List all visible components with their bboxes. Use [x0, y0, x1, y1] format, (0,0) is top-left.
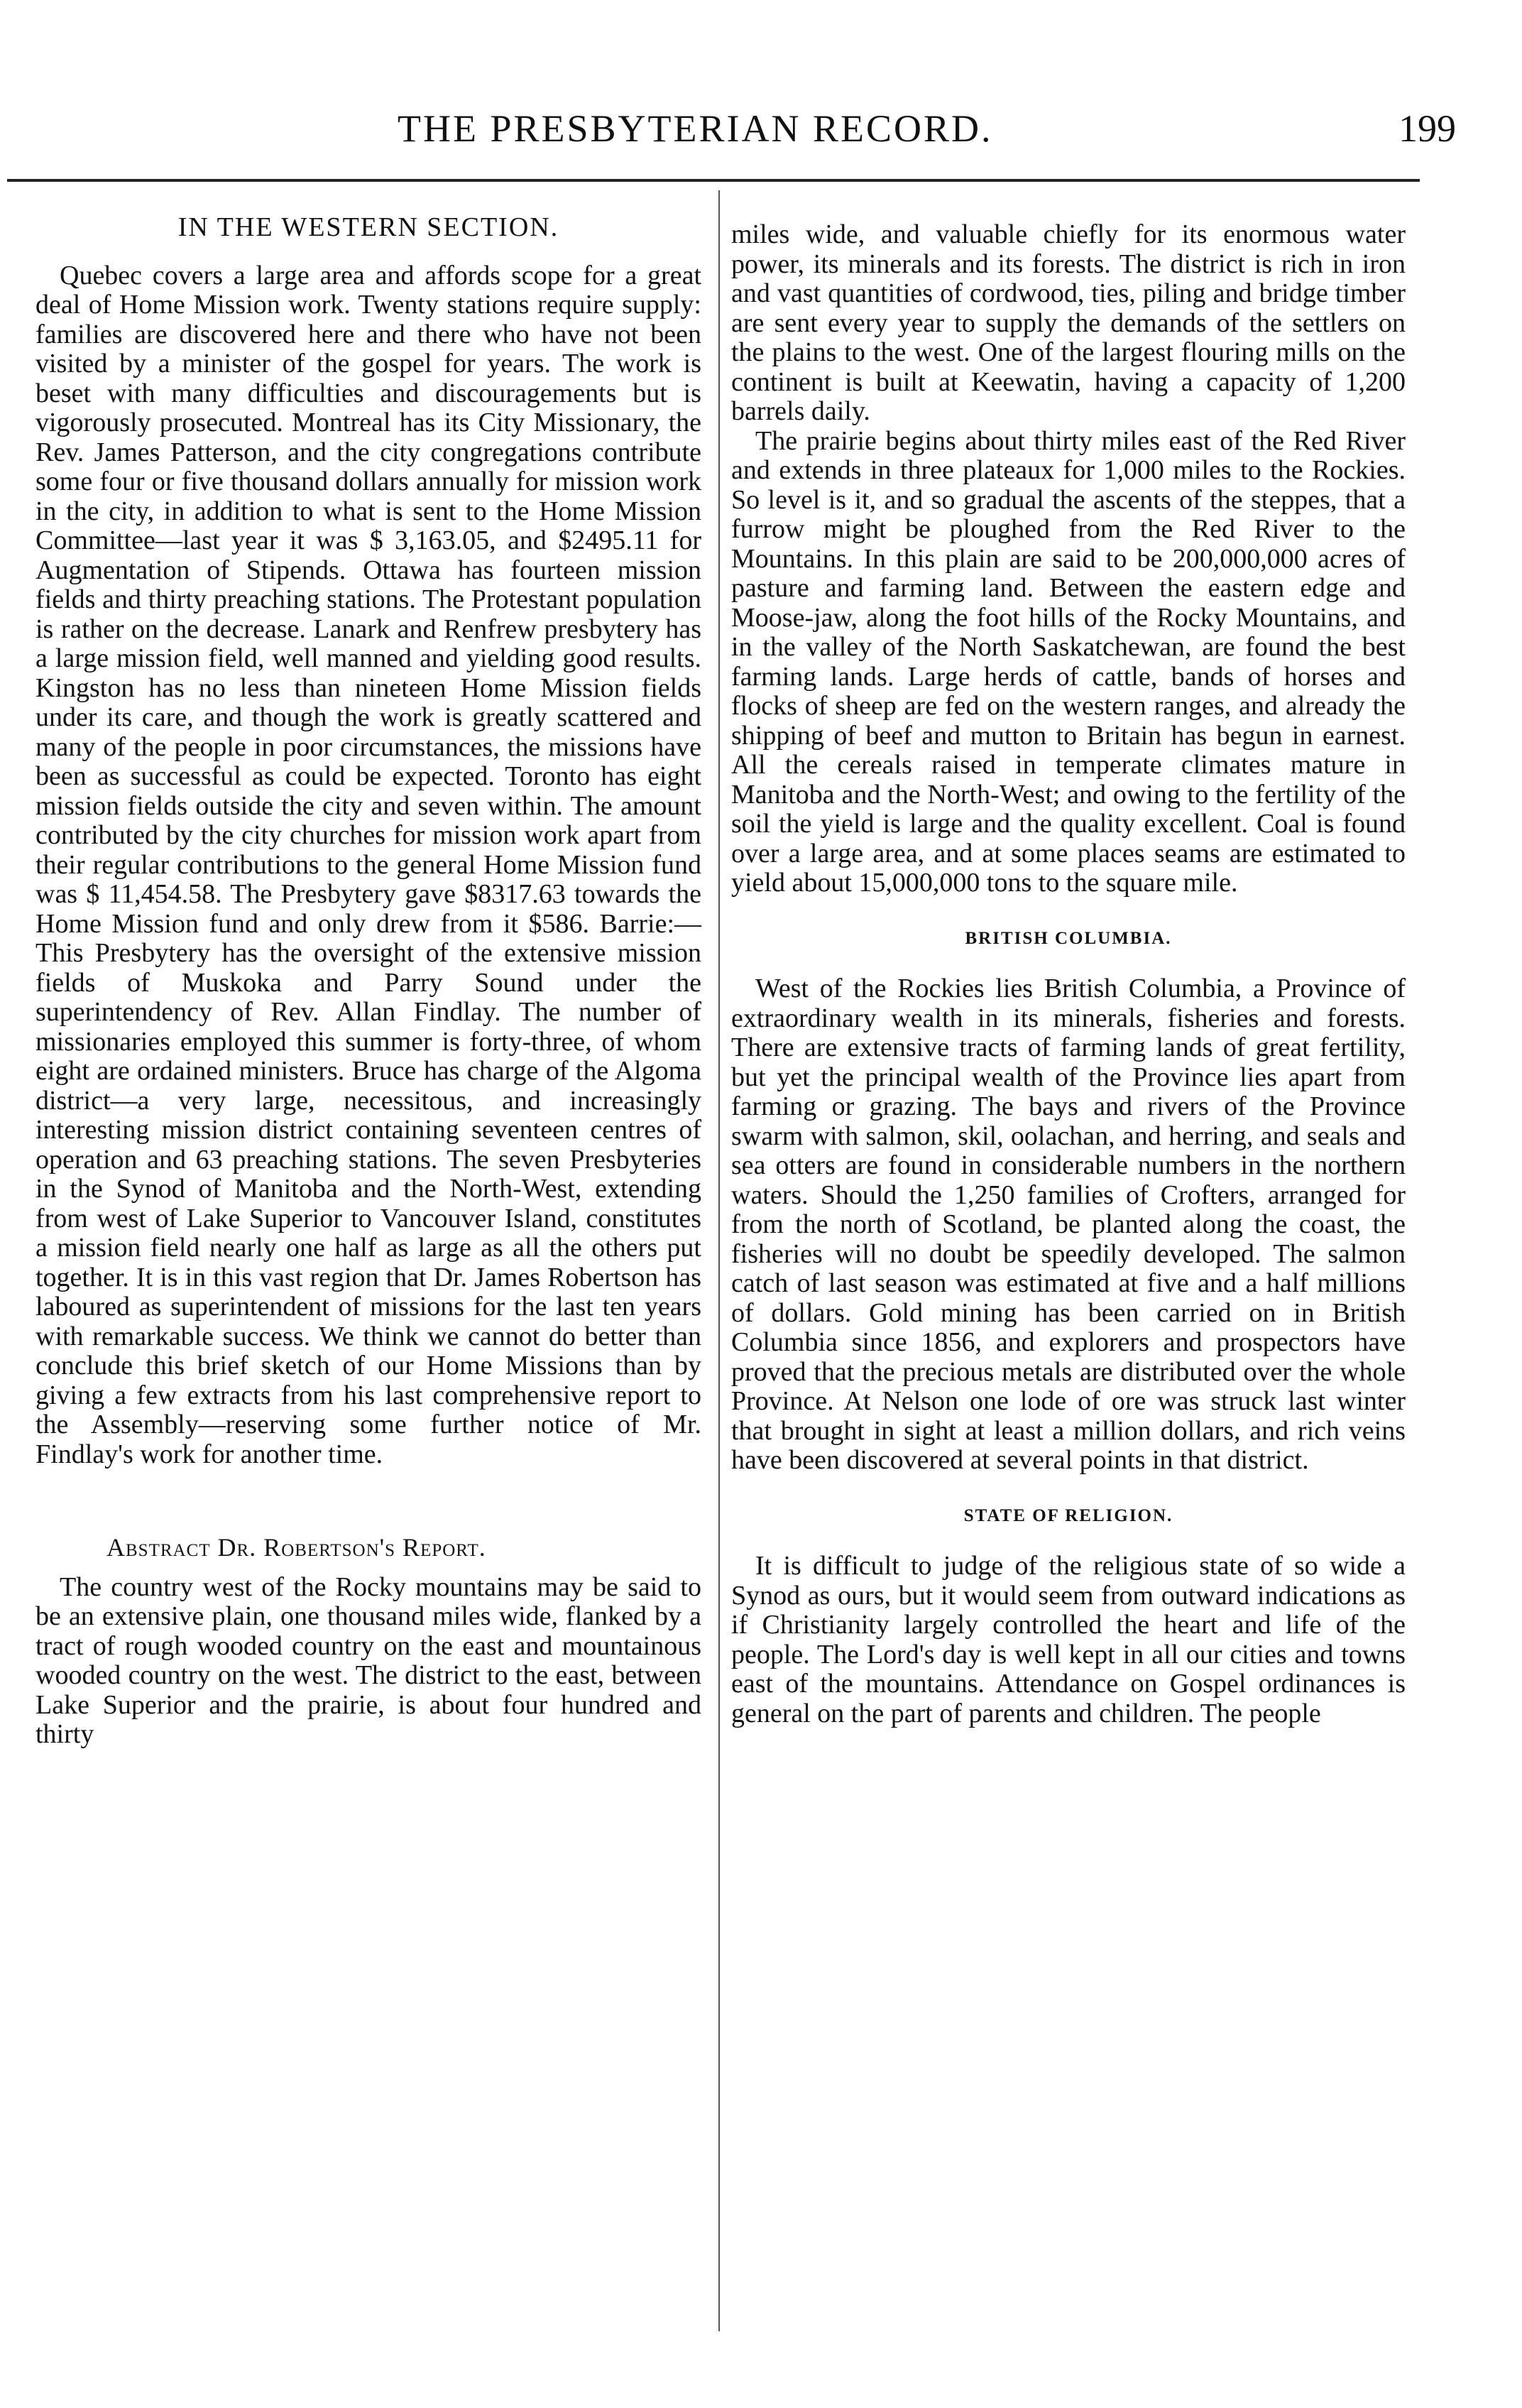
page-title: THE PRESBYTERIAN RECORD.: [398, 107, 993, 150]
section-heading-western: IN THE WESTERN SECTION.: [177, 212, 559, 242]
header-rule: [7, 179, 1420, 182]
paragraph-british-columbia: West of the Rockies lies British Columbia, a Province of extraordinary wealth in its minerals, fisheries and forests. There are extensive tracts of farming lands of great fertility, but yet the principal wealth of the Province lies apart from farming or grazing. The bays and rivers of the Province swarm with salmon, skil, oolachan, and herring, and seals and sea otters are found in considerable numbers in the northern waters. Should the 1,250 families of Crofters, arranged for from the north of Scotland, be planted along the coast, the fisheries will no doubt be speedily developed. The salmon catch of last season was estimated at five and a half millions of dollars. Gold mining has been carried on in British Columbia since 1856, and explorers and prospectors have proved that the precious metals are distributed over the whole Province. At Nelson one lode of ore was struck last winter that brought in sight at least a million dollars, and rich veins have been discovered at several points in that district.: [731, 974, 1406, 1475]
paragraph-continued: miles wide, and valuable chiefly for its enormous water power, its minerals and its forests. The district is rich in iron and vast quantities of cordwood, ties, piling and bridge timber are sent every year to supply the demands of the settlers on the plains to the west. One of the largest flouring mills on the continent is built at Keewatin, having a capacity of 1,200 barrels daily.: [731, 219, 1406, 426]
left-column: [35, 213, 701, 1750]
heading-british-columbia: BRITISH COLUMBIA.: [965, 928, 1172, 948]
paragraph-abstract: The country west of the Rocky mountains may be said to be an extensive plain, one thousand miles wide, flanked by a tract of rough wooded country on the east and mountainous wooded country on the west. The district to the east, between Lake Superior and the prairie, is about four hundred and thirty: [35, 1571, 701, 1749]
paragraph-state-of-religion: It is difficult to judge of the religious state of so wide a Synod as ours, but it would seem from outward indications as if Christianity largely controlled the heart and life of the people. The Lord's day is well kept in all our cities and towns east of the mountains. Attendance on Gospel ordinances is general on the part of parents and children. The people: [731, 1551, 1406, 1728]
heading-state-of-religion: STATE OF RELIGION.: [963, 1505, 1173, 1525]
paragraph-prairie: The prairie begins about thirty miles east of the Red River and extends in three plateaux for 1,000 miles to the Rockies. So level is it, and so gradual the ascents of the steppes, that a furrow might be ploughed from the Red River to the Mountains. In this plain are said to be 200,000,000 acres of pasture and farming land. Between the eastern edge and Moose-jaw, along the foot hills of the Rocky Mountains, and in the valley of the North Saskatchewan, are found the best farming lands. Large herds of cattle, bands of horses and flocks of sheep are fed on the western ranges, and already the shipping of beef and mutton to Britain has begun in earnest. All the cereals raised in temperate climates mature in Manitoba and the North-West; and owing to the fertility of the soil the yield is large and the quality excellent. Coal is found over a large area, and at some places seams are estimated to yield about 15,000,000 tons to the square mile.: [731, 425, 1406, 898]
column-divider: [718, 190, 720, 2331]
right-column: [731, 220, 1406, 1728]
abstract-heading: Abstract Dr. Robertson's Report.: [106, 1533, 486, 1562]
running-head: [0, 107, 1522, 163]
paragraph-western-section: Quebec covers a large area and affords scope for a great deal of Home Mission work. Twenty stations require supply: families are discovered here and there who have not been visited by a minister of the gospel for years. The work is beset with many difficulties and discouragements but is vigorously prosecuted. Montreal has its City Missionary, the Rev. James Patterson, and the city congregations contribute some four or five thousand dollars annually for mission work in the city, in addition to what is sent to the Home Mission Committee—last year it was $ 3,163.05, and $2495.11 for Augmentation of Stipends. Ottawa has fourteen mission fields and thirty preaching stations. The Protestant population is rather on the decrease. Lanark and Renfrew presbytery has a large mission field, well manned and yielding good results. Kingston has no less than nineteen Home Mission fields under its care, and though the work is greatly scattered and many of the people in poor circumstances, the missions have been as successful as could be expected. Toronto has eight mission fields outside the city and seven within. The amount contributed by the city churches for mission work apart from their regular contributions to the general Home Mission fund was $ 11,454.58. The Presbytery gave $8317.63 towards the Home Mission fund and only drew from it $586. Barrie:—This Presbytery has the oversight of the extensive mission fields of Muskoka and Parry Sound under the superintendency of Rev. Allan Findlay. The number of missionaries employed this summer is forty-three, of whom eight are ordained ministers. Bruce has charge of the Algoma district—a very large, necessitous, and increasingly interesting mission district containing seventeen centres of operation and 63 preaching stations. The seven Presbyteries in the Synod of Manitoba and the North-West, extending from west of Lake Superior to Vancouver Island, constitutes a mission field nearly one half as large as all the others put together. It is in this vast region that Dr. James Robertson has laboured as superintendent of missions for the last ten years with remarkable success. We think we cannot do better than conclude this brief sketch of our Home Missions than by giving a few extracts from his last comprehensive report to the Assembly—reserving some further notice of Mr. Findlay's work for another time.: [35, 260, 701, 1469]
page-number: 199: [1398, 107, 1456, 150]
